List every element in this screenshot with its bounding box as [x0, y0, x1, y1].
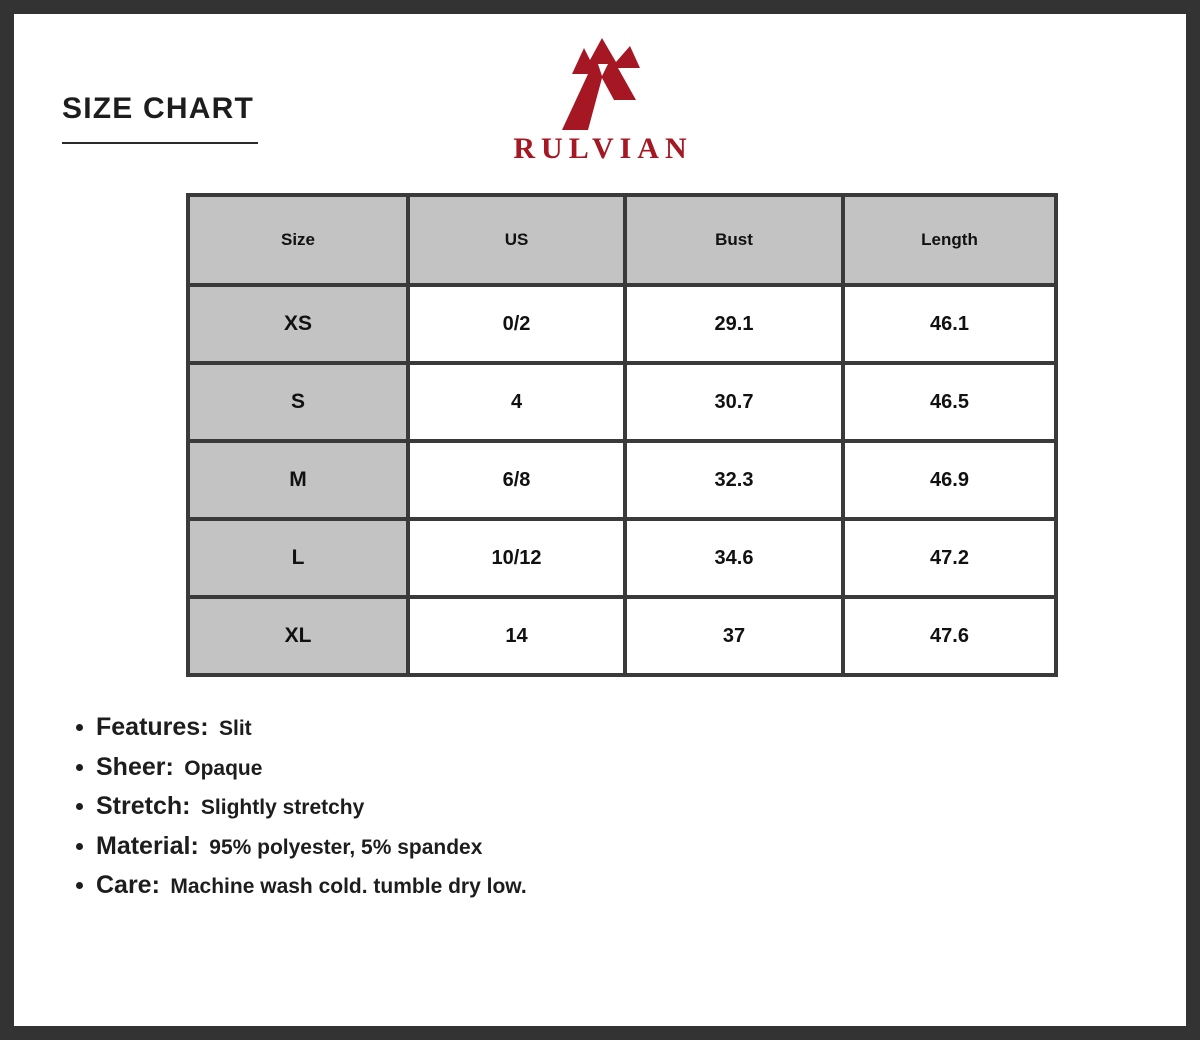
- cell-bust: 34.6: [627, 521, 841, 595]
- detail-label: Stretch:: [96, 792, 191, 820]
- detail-label: Material:: [96, 831, 199, 860]
- table-row: [190, 287, 1054, 361]
- brand-name: RULVIAN: [513, 132, 693, 165]
- cell-size: S: [190, 365, 406, 439]
- size-table-wrapper: [186, 193, 1042, 677]
- detail-value: Machine wash cold. tumble dry low.: [170, 875, 527, 898]
- list-item: [70, 872, 1070, 900]
- cell-bust: 29.1: [627, 287, 841, 361]
- detail-value: 95% polyester, 5% spandex: [209, 835, 483, 859]
- detail-label: Features:: [96, 713, 209, 741]
- column-header-length: Length: [845, 197, 1054, 283]
- table-row: [190, 365, 1054, 439]
- page-title: SIZE CHART: [62, 92, 254, 125]
- list-item: [70, 754, 1070, 782]
- table-row: [190, 599, 1054, 673]
- table-row: [190, 443, 1054, 517]
- column-header-us: US: [410, 197, 623, 283]
- cell-size: XL: [190, 599, 406, 673]
- size-table: [186, 193, 1058, 677]
- cell-us: 6/8: [410, 443, 623, 517]
- list-item: [70, 793, 1070, 821]
- column-header-bust: Bust: [627, 197, 841, 283]
- cell-bust: 37: [627, 599, 841, 673]
- detail-value: Slit: [219, 717, 252, 740]
- detail-label: Care:: [96, 871, 160, 899]
- list-item: [70, 833, 1070, 861]
- cell-us: 0/2: [410, 287, 623, 361]
- cell-length: 46.9: [845, 443, 1054, 517]
- list-item: [70, 714, 1070, 742]
- cell-us: 14: [410, 599, 623, 673]
- cell-us: 10/12: [410, 521, 623, 595]
- cell-length: 47.6: [845, 599, 1054, 673]
- cell-size: XS: [190, 287, 406, 361]
- column-header-size: Size: [190, 197, 406, 283]
- detail-label: Sheer:: [96, 752, 174, 781]
- title-divider: [62, 142, 258, 144]
- product-details-list: [70, 714, 1070, 912]
- cell-bust: 32.3: [627, 443, 841, 517]
- cell-size: L: [190, 521, 406, 595]
- cell-length: 46.5: [845, 365, 1054, 439]
- cell-us: 4: [410, 365, 623, 439]
- table-row: [190, 521, 1054, 595]
- rulvian-r-monogram-icon: [544, 38, 656, 130]
- detail-value: Slightly stretchy: [200, 796, 365, 819]
- detail-value: Opaque: [184, 756, 263, 780]
- cell-bust: 30.7: [627, 365, 841, 439]
- title-block: [62, 92, 322, 144]
- cell-length: 46.1: [845, 287, 1054, 361]
- cell-length: 47.2: [845, 521, 1054, 595]
- page-inner: [14, 14, 1186, 1026]
- cell-size: M: [190, 443, 406, 517]
- table-header-row: [190, 197, 1054, 283]
